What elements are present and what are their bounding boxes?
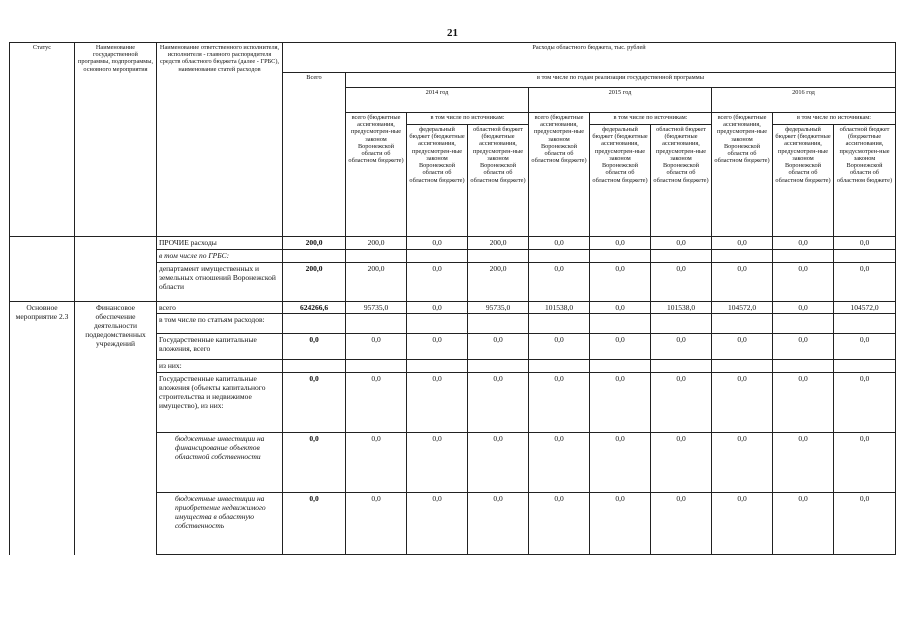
value-cell: 101538,0 <box>651 302 712 314</box>
value-cell: 0,0 <box>590 334 651 360</box>
value-cell: 0,0 <box>407 433 468 493</box>
value-cell: 0,0 <box>590 237 651 250</box>
value-cell: 0,0 <box>834 263 896 302</box>
value-cell: 0,0 <box>407 493 468 555</box>
program-cell-empty <box>75 237 157 302</box>
row-total: 0,0 <box>283 493 346 555</box>
row-total: 200,0 <box>283 263 346 302</box>
row-label: в том числе по статьям расходов: <box>157 314 283 334</box>
value-cell: 0,0 <box>712 373 773 433</box>
value-cell: 0,0 <box>773 237 834 250</box>
value-cell: 0,0 <box>407 263 468 302</box>
header-executor: Наименование ответственного исполнителя, исполнителя - главного распорядителя средств областного бюджета (далее - ГРБС), наименование статей расходов <box>157 43 283 237</box>
value-cell: 0,0 <box>346 334 407 360</box>
value-cell: 104572,0 <box>834 302 896 314</box>
header-2015-all: всего (бюджетные ассигнования, предусмотрен-ные законом Воронежской области об областном бюджете) <box>529 113 590 237</box>
row-total: 624266,6 <box>283 302 346 314</box>
row-label: всего <box>157 302 283 314</box>
value-cell: 0,0 <box>834 433 896 493</box>
header-2015-federal: федеральный бюджет (бюджетные ассигнования, предусмотрен-ные законом Воронежской области об областном бюджете) <box>590 125 651 237</box>
value-cell: 0,0 <box>773 493 834 555</box>
header-expenses: Расходы областного бюджета, тыс. рублей <box>283 43 896 73</box>
value-cell: 0,0 <box>773 263 834 302</box>
value-cell: 0,0 <box>590 493 651 555</box>
row-label: бюджетные инвестиции на приобретение недвижимого имущества в областную собственность <box>157 493 283 555</box>
header-2014-sources: в том числе по источникам: <box>407 113 529 125</box>
value-cell: 0,0 <box>712 263 773 302</box>
header-status: Статус <box>10 43 75 237</box>
value-cell: 0,0 <box>468 334 529 360</box>
status-cell: Основное мероприятие 2.3 <box>10 302 75 555</box>
header-2014-federal: федеральный бюджет (бюджетные ассигнования, предусмотрен-ные законом Воронежской области об областном бюджете) <box>407 125 468 237</box>
header-2015-regional: областной бюджет (бюджетные ассигнования, предусмотрен-ные законом Воронежской области об областном бюджете) <box>651 125 712 237</box>
row-total: 0,0 <box>283 433 346 493</box>
value-cell: 0,0 <box>468 493 529 555</box>
value-cell: 0,0 <box>529 263 590 302</box>
value-cell: 0,0 <box>590 302 651 314</box>
header-2016-all: всего (бюджетные ассигнования, предусмотрен-ные законом Воронежской области об областном бюджете) <box>712 113 773 237</box>
header-2016-sources: в том числе по источникам: <box>773 113 896 125</box>
value-cell: 95735,0 <box>346 302 407 314</box>
value-cell: 0,0 <box>407 334 468 360</box>
row-label: департамент имущественных и земельных отношений Воронежской области <box>157 263 283 302</box>
value-cell: 200,0 <box>346 263 407 302</box>
value-cell: 0,0 <box>651 334 712 360</box>
header-by-years: в том числе по годам реализации государственной программы <box>346 73 896 88</box>
value-cell: 0,0 <box>529 334 590 360</box>
value-cell: 200,0 <box>346 237 407 250</box>
value-cell: 0,0 <box>468 433 529 493</box>
value-cell: 0,0 <box>834 493 896 555</box>
header-year-2015: 2015 год <box>529 88 712 113</box>
value-cell: 0,0 <box>590 373 651 433</box>
value-cell: 0,0 <box>346 373 407 433</box>
table-row <box>10 302 896 314</box>
value-cell: 200,0 <box>468 237 529 250</box>
value-cell: 0,0 <box>407 237 468 250</box>
header-2016-federal: федеральный бюджет (бюджетные ассигнования, предусмотрен-ные законом Воронежской области об областном бюджете) <box>773 125 834 237</box>
row-total: 0,0 <box>283 373 346 433</box>
row-total: 0,0 <box>283 334 346 360</box>
value-cell: 0,0 <box>651 373 712 433</box>
header-2016-regional: областной бюджет (бюджетные ассигнования, предусмотрен-ные законом Воронежской области об областном бюджете) <box>834 125 896 237</box>
value-cell: 95735,0 <box>468 302 529 314</box>
value-cell: 0,0 <box>346 433 407 493</box>
value-cell: 0,0 <box>468 373 529 433</box>
value-cell: 101538,0 <box>529 302 590 314</box>
value-cell: 0,0 <box>651 433 712 493</box>
value-cell: 0,0 <box>834 237 896 250</box>
row-label: бюджетные инвестиции на финансирование объектов областной собственности <box>157 433 283 493</box>
value-cell: 0,0 <box>712 237 773 250</box>
header-year-2014: 2014 год <box>346 88 529 113</box>
header-2015-sources: в том числе по источникам: <box>590 113 712 125</box>
page-number: 21 <box>447 27 458 39</box>
value-cell: 0,0 <box>407 302 468 314</box>
header-2014-regional: областной бюджет (бюджетные ассигнования, предусмотрен-ные законом Воронежской области об областном бюджете) <box>468 125 529 237</box>
status-cell-empty <box>10 237 75 302</box>
value-cell: 0,0 <box>590 263 651 302</box>
value-cell: 0,0 <box>407 373 468 433</box>
value-cell: 0,0 <box>834 334 896 360</box>
value-cell: 0,0 <box>346 493 407 555</box>
value-cell: 0,0 <box>651 493 712 555</box>
row-label: ПРОЧИЕ расходы <box>157 237 283 250</box>
value-cell: 0,0 <box>529 493 590 555</box>
program-name-cell: Финансовое обеспечение деятельности подведомственных учреждений <box>75 302 157 555</box>
header-program-name: Наименование государственной программы, подпрограммы, основного мероприятия <box>75 43 157 237</box>
table-row <box>10 237 896 250</box>
value-cell: 104572,0 <box>712 302 773 314</box>
value-cell: 0,0 <box>712 334 773 360</box>
row-label: Государственные капитальные вложения (объекты капитального строительства и недвижимое имущество), из них: <box>157 373 283 433</box>
value-cell: 0,0 <box>773 373 834 433</box>
value-cell: 0,0 <box>712 493 773 555</box>
value-cell: 0,0 <box>773 433 834 493</box>
value-cell: 0,0 <box>773 334 834 360</box>
header-row-1 <box>10 43 896 73</box>
row-total: 200,0 <box>283 237 346 250</box>
value-cell: 200,0 <box>468 263 529 302</box>
value-cell: 0,0 <box>529 433 590 493</box>
value-cell: 0,0 <box>590 433 651 493</box>
value-cell: 0,0 <box>529 237 590 250</box>
header-year-2016: 2016 год <box>712 88 896 113</box>
value-cell: 0,0 <box>834 373 896 433</box>
header-total: Всего <box>283 73 346 237</box>
row-label: Государственные капитальные вложения, всего <box>157 334 283 360</box>
value-cell: 0,0 <box>529 373 590 433</box>
header-2014-all: всего (бюджетные ассигнования, предусмотрен-ные законом Воронежской области об областном бюджете) <box>346 113 407 237</box>
budget-table <box>9 42 896 555</box>
value-cell: 0,0 <box>651 263 712 302</box>
value-cell: 0,0 <box>712 433 773 493</box>
value-cell: 0,0 <box>651 237 712 250</box>
row-label: из них: <box>157 360 283 373</box>
value-cell: 0,0 <box>773 302 834 314</box>
row-label: в том числе по ГРБС: <box>157 250 283 263</box>
